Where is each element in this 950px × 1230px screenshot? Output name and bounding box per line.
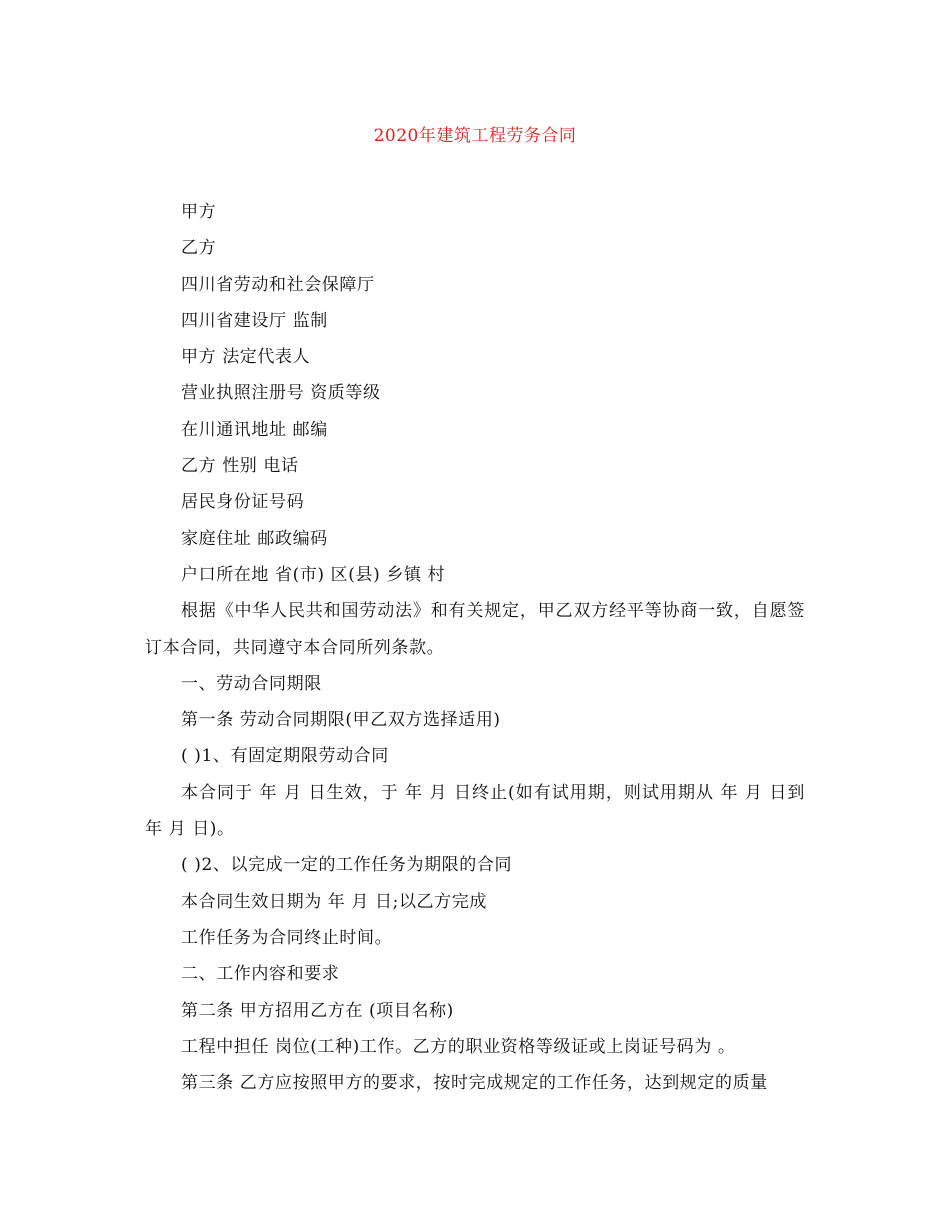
article-2: 第二条 甲方招用乙方在 (项目名称) [181,1000,454,1021]
paragraph-labor-dept: 四川省劳动和社会保障厅 [181,274,375,295]
paragraph-party-b-info: 乙方 性别 电话 [181,456,299,477]
article-1: 第一条 劳动合同期限(甲乙双方选择适用) [181,710,501,731]
paragraph-construction-dept: 四川省建设厅 监制 [181,310,328,331]
section-heading-work: 二、工作内容和要求 [181,964,340,985]
paragraph-legal-rep: 甲方 法定代表人 [181,347,311,368]
option-fixed-term: ( )1、有固定期限劳动合同 [181,746,389,767]
paragraph-preamble: 根据《中华人民共和国劳动法》和有关规定，甲乙双方经平等协商一致，自愿签订本合同，共同遵守本合同所列条款。 [145,601,805,658]
paragraph-party-b: 乙方 [181,238,217,259]
paragraph-address: 在川通讯地址 邮编 [181,419,328,440]
section-heading-term: 一、劳动合同期限 [181,673,322,694]
article-3: 第三条 乙方应按照甲方的要求，按时完成规定的工作任务，达到规定的质量 [181,1073,768,1094]
document-title: 2020年建筑工程劳务合同 [373,126,577,146]
paragraph-fixed-term-dates: 本合同于 年 月 日生效，于 年 月 日终止(如有试用期，则试用期从 年 月 日到 年 月 日)。 [145,782,805,840]
paragraph-home-address: 家庭住址 邮政编码 [181,528,328,549]
paragraph-position: 工程中担任 岗位(工种)工作。乙方的职业资格等级证或上岗证号码为 。 [181,1036,736,1057]
paragraph-effective-date: 本合同生效日期为 年 月 日;以乙方完成 [181,891,487,912]
paragraph-id-number: 居民身份证号码 [181,492,305,513]
paragraph-household: 户口所在地 省(市) 区(县) 乡镇 村 [181,564,446,585]
paragraph-termination: 工作任务为合同终止时间。 [181,927,393,948]
paragraph-party-a: 甲方 [181,202,217,222]
document-body [145,194,805,1101]
option-task-term: ( )2、以完成一定的工作任务为期限的合同 [181,855,513,876]
paragraph-license: 营业执照注册号 资质等级 [181,383,381,404]
